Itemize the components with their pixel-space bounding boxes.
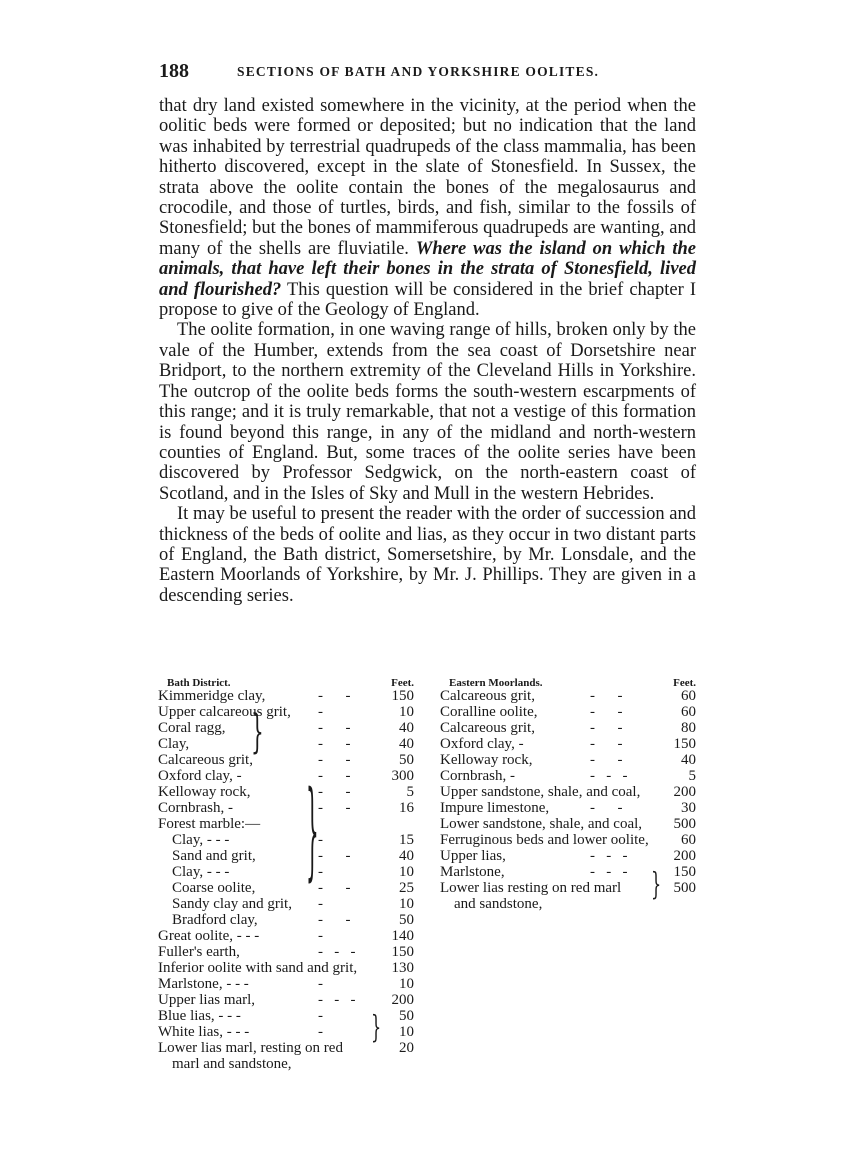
table-row	[158, 768, 416, 784]
stratum-name: Clay, - - -	[172, 864, 230, 880]
table-row	[158, 1056, 416, 1072]
stratum-name: Ferruginous beds and lower oolite,	[440, 832, 649, 848]
thickness-feet: 15	[399, 832, 414, 848]
thickness-feet: 40	[399, 848, 414, 864]
table-row	[158, 880, 416, 896]
leader-dashes: - -	[318, 688, 351, 704]
table-row	[158, 736, 416, 752]
stratum-name: Great oolite, - - -	[158, 928, 260, 944]
leader-dashes: - - -	[590, 768, 628, 784]
thickness-feet: 300	[391, 768, 414, 784]
leader-dashes: - -	[318, 800, 351, 816]
table-row	[158, 912, 416, 928]
leader-dashes: - -	[318, 784, 351, 800]
thickness-feet: 5	[688, 768, 696, 784]
thickness-feet: 200	[673, 848, 696, 864]
moorlands-table-heading: Eastern Moorlands.	[449, 677, 543, 689]
table-row	[158, 784, 416, 800]
table-row	[158, 688, 416, 704]
thickness-feet: 10	[399, 864, 414, 880]
stratum-name: Lower lias resting on red marl	[440, 880, 622, 896]
stratum-name: Coarse oolite,	[172, 880, 256, 896]
stratum-name: Cornbrash, -	[158, 800, 233, 816]
stratum-name: Coral ragg,	[158, 720, 226, 736]
stratum-name: Impure limestone,	[440, 800, 550, 816]
thickness-feet: 130	[391, 960, 414, 976]
thickness-feet: 150	[673, 864, 696, 880]
eastern-moorlands-table	[440, 674, 698, 912]
thickness-feet: 5	[406, 784, 414, 800]
stratum-name: marl and sandstone,	[172, 1056, 292, 1072]
table-row	[158, 816, 416, 832]
bath-district-table	[158, 674, 416, 1072]
thickness-feet: 25	[399, 880, 414, 896]
leader-dashes: - -	[318, 880, 351, 896]
stratum-name: Oxford clay, -	[440, 736, 524, 752]
leader-dashes: - - -	[318, 992, 356, 1008]
leader-dashes: -	[318, 1024, 323, 1040]
thickness-feet: 150	[673, 736, 696, 752]
stratum-name: Upper sandstone, shale, and coal,	[440, 784, 641, 800]
thickness-feet: 50	[399, 752, 414, 768]
stratum-name: Cornbrash, -	[440, 768, 515, 784]
table-row	[440, 736, 698, 752]
bath-table-heading: Bath District.	[167, 677, 231, 689]
thickness-feet: 40	[399, 736, 414, 752]
thickness-feet: 500	[673, 816, 696, 832]
stratum-name: Upper lias marl,	[158, 992, 256, 1008]
moorlands-feet-heading: Feet.	[673, 677, 696, 689]
moorlands-table-header	[440, 674, 698, 688]
leader-dashes: - -	[590, 704, 623, 720]
brace-icon: }	[371, 1009, 382, 1046]
stratum-name: Coralline oolite,	[440, 704, 538, 720]
page-header	[159, 60, 699, 86]
paragraph-1-text-end: This question will be considered in the brief chapter I propose to give of the Geology of England.	[159, 279, 696, 321]
brace-icon: }	[306, 765, 319, 893]
thickness-feet: 500	[673, 880, 696, 896]
question-text: Where was the island on which the animals, that have left their bones in the strata of Stonesfield, lived and flourished?	[159, 238, 696, 300]
stratum-name: Clay,	[158, 736, 190, 752]
leader-dashes: - -	[590, 736, 623, 752]
thickness-feet: 40	[399, 720, 414, 736]
thickness-feet: 50	[399, 912, 414, 928]
page-number: 188	[159, 60, 189, 82]
table-row	[158, 832, 416, 848]
table-row	[440, 816, 698, 832]
stratum-name: Calcareous grit,	[158, 752, 253, 768]
stratum-name: Marlstone, - - -	[158, 976, 249, 992]
stratum-name: Kelloway rock,	[158, 784, 251, 800]
leader-dashes: - - -	[590, 848, 628, 864]
thickness-feet: 40	[681, 752, 696, 768]
bath-table-header	[158, 674, 416, 688]
stratum-name: White lias, - - -	[158, 1024, 250, 1040]
leader-dashes: - - -	[590, 864, 628, 880]
paragraph-2: The oolite formation, in one waving range of hills, broken only by the vale of the Humber, extends from the sea coast of Dorsetshire near Bridport, to the northern extremity of the Cleveland Hills in Yorkshire. The outcrop of the oolite beds forms the south-western escarpments of this range; and it is truly remarkable, that not a vestige of this formation is found beyond this range, in any of the midland and north-western counties of England. But, some traces of the oolite series have been discovered by Professor Sedgwick, on the north-eastern coast of Scotland, and in the Isles of Sky and Mull in the western Hebrides.	[159, 320, 696, 504]
stratum-name: Marlstone,	[440, 864, 505, 880]
stratum-name: Bradford clay,	[172, 912, 258, 928]
body-text	[159, 96, 696, 606]
thickness-feet: 20	[399, 1040, 414, 1056]
stratum-name: Lower lias marl, resting on red	[158, 1040, 343, 1056]
leader-dashes: - -	[590, 720, 623, 736]
stratum-name: Kimmeridge clay,	[158, 688, 266, 704]
brace-icon: }	[251, 703, 264, 759]
leader-dashes: -	[318, 864, 323, 880]
leader-dashes: - -	[318, 912, 351, 928]
table-row	[158, 752, 416, 768]
stratum-name: Sandy clay and grit,	[172, 896, 292, 912]
stratum-name: Sand and grit,	[172, 848, 256, 864]
table-row	[440, 768, 698, 784]
thickness-feet: 10	[399, 1024, 414, 1040]
table-row	[440, 752, 698, 768]
thickness-feet: 50	[399, 1008, 414, 1024]
table-row	[158, 944, 416, 960]
stratum-name: Lower sandstone, shale, and coal,	[440, 816, 643, 832]
leader-dashes: - -	[318, 848, 351, 864]
brace-icon: }	[651, 866, 662, 903]
thickness-feet: 60	[681, 704, 696, 720]
leader-dashes: - -	[318, 768, 351, 784]
table-row	[158, 864, 416, 880]
stratum-name: Inferior oolite with sand and grit,	[158, 960, 358, 976]
thickness-feet: 200	[391, 992, 414, 1008]
thickness-feet: 80	[681, 720, 696, 736]
leader-dashes: - -	[318, 752, 351, 768]
leader-dashes: - -	[318, 720, 351, 736]
table-row	[158, 960, 416, 976]
thickness-feet: 16	[399, 800, 414, 816]
stratum-name: Upper calcareous grit,	[158, 704, 291, 720]
stratum-name: Kelloway rock,	[440, 752, 533, 768]
leader-dashes: -	[318, 928, 323, 944]
stratum-name: Calcareous grit,	[440, 720, 535, 736]
thickness-feet: 60	[681, 688, 696, 704]
thickness-feet: 60	[681, 832, 696, 848]
leader-dashes: -	[318, 1008, 323, 1024]
table-row	[440, 800, 698, 816]
table-row	[440, 848, 698, 864]
thickness-feet: 150	[391, 688, 414, 704]
stratum-name: Upper lias,	[440, 848, 506, 864]
table-row	[158, 976, 416, 992]
table-row	[440, 832, 698, 848]
thickness-feet: 30	[681, 800, 696, 816]
leader-dashes: - -	[318, 736, 351, 752]
running-title: SECTIONS OF BATH AND YORKSHIRE OOLITES.	[237, 64, 600, 79]
stratum-name: Oxford clay, -	[158, 768, 242, 784]
paragraph-3: It may be useful to present the reader with the order of succession and thickness of the beds of oolite and lias, as they occur in two distant parts of England, the Bath district, Somersetshire, by Mr. Lonsdale, and the Eastern Moorlands of Yorkshire, by Mr. J. Phillips. They are given in a descending series.	[159, 504, 696, 606]
table-row	[440, 688, 698, 704]
leader-dashes: - -	[590, 752, 623, 768]
table-row	[158, 848, 416, 864]
table-row	[158, 896, 416, 912]
stratum-name: and sandstone,	[454, 896, 543, 912]
leader-dashes: - - -	[318, 944, 356, 960]
thickness-feet: 150	[391, 944, 414, 960]
paragraph-1-text: that dry land existed somewhere in the vicinity, at the period when the oolitic beds were formed or deposited; but no indication that the land was inhabited by terrestrial quadrupeds of the class mammalia, has been hitherto discovered, except in the slate of Stonesfield. In Sussex, the strata above the oolite contain the bones of the megalosaurus and crocodile, and those of turtles, birds, and fish, similar to the fossils of Stonesfield; but the bones of mammiferous quadrupeds are wanting, and many of the shells are fluviatile.	[159, 96, 696, 259]
stratum-name: Fuller's earth,	[158, 944, 240, 960]
thickness-feet: 10	[399, 704, 414, 720]
table-row	[158, 992, 416, 1008]
table-row	[440, 720, 698, 736]
table-row	[440, 704, 698, 720]
stratum-name: Forest marble:—	[158, 816, 261, 832]
leader-dashes: - -	[590, 800, 623, 816]
table-row	[158, 720, 416, 736]
table-row	[440, 784, 698, 800]
table-row	[158, 928, 416, 944]
leader-dashes: -	[318, 832, 323, 848]
stratum-name: Clay, - - -	[172, 832, 230, 848]
table-row	[158, 704, 416, 720]
leader-dashes: -	[318, 976, 323, 992]
stratum-name: Calcareous grit,	[440, 688, 535, 704]
thickness-feet: 200	[673, 784, 696, 800]
stratum-name: Blue lias, - - -	[158, 1008, 241, 1024]
thickness-feet: 10	[399, 976, 414, 992]
leader-dashes: - -	[590, 688, 623, 704]
bath-feet-heading: Feet.	[391, 677, 414, 689]
leader-dashes: -	[318, 704, 323, 720]
thickness-feet: 140	[391, 928, 414, 944]
table-row	[158, 800, 416, 816]
thickness-feet: 10	[399, 896, 414, 912]
leader-dashes: -	[318, 896, 323, 912]
paragraph-1	[159, 96, 696, 320]
